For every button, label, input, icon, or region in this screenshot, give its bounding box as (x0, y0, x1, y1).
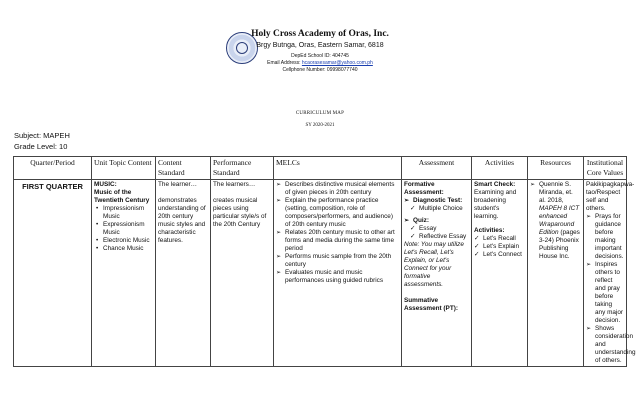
col-header: Activities (472, 157, 528, 180)
list-item: ➢ Shows consideration and understanding of others. (586, 325, 624, 365)
quarter-cell: FIRST QUARTER (14, 180, 92, 367)
list-item: ✓ Let's Connect (474, 251, 525, 259)
list-item: • Electronic Music (94, 237, 153, 245)
list-item: ➢ Inspires others to reflect and pray before taking any major decision. (586, 261, 624, 325)
assessment-note: Note: You may utilize Let's Recall, Let's Explain, or Let's Connect for your formative assessments. (404, 241, 464, 288)
school-name: Holy Cross Academy of Oras, Inc. (251, 29, 389, 39)
col-header: MELCs (274, 157, 402, 180)
col-header: Content Standard (156, 157, 211, 180)
col-header: Resources (528, 157, 584, 180)
document-title: CURRICULUM MAP (295, 111, 345, 116)
performance-standard-cell (211, 180, 274, 367)
list-item: • Expressionism Music (94, 221, 153, 237)
list-item: ➢ Relates 20th century music to other art forms and media during the same time period (276, 229, 399, 253)
performance-standard-body: creates musical pieces using particular style/s of the 20th Century (213, 197, 267, 228)
melcs-cell (274, 180, 402, 367)
list-item: ✓ Essay (410, 225, 469, 233)
content-standard-lead: The learner… (158, 181, 198, 188)
phone-line: Cellphone Number: 09998077740 (282, 67, 358, 73)
list-item: ✓ Let's Explain (474, 243, 525, 251)
assessment-cell (402, 180, 472, 367)
list-item: ➢ Evaluates music and music performances using guided rubrics (276, 269, 399, 285)
content-standard-cell (156, 180, 211, 367)
resource-title: MAPEH 8 ICT enhanced Wraparound Edition (539, 205, 580, 236)
content-standard-body: demonstrates understanding of 20th century music styles and characteristic features. (158, 197, 206, 244)
resource-publisher: Phoenix Publishing House Inc. (539, 237, 579, 260)
col-header: Assessment (402, 157, 472, 180)
school-address: Brgy Butnga, Oras, Eastern Samar, 6818 (256, 42, 384, 49)
list-item: ✓ Let's Recall (474, 235, 525, 243)
performance-standard-lead: The learners… (213, 181, 256, 188)
list-item: ✓ Reflective Essay (410, 233, 469, 241)
list-item: ➢ Performs music sample from the 20th century (276, 253, 399, 269)
unit-subheading: Music of the Twentieth Century (94, 189, 150, 204)
list-item: ➢ Describes distinctive musical elements of given pieces in 20th century (276, 181, 399, 197)
smart-check-text: Examining and broadening student's learning. (474, 189, 517, 220)
resource-author: Quennie S. Miranda, et. al. 2018, (539, 181, 573, 204)
resource-pages: (pages 3-24) (539, 229, 580, 244)
table-header-row (14, 157, 627, 180)
list-item: • Impressionism Music (94, 205, 153, 221)
table-row (14, 180, 627, 367)
col-header: Institutional Core Values (584, 157, 627, 180)
activities-cell (472, 180, 528, 367)
school-year: SY 2020-2021 (305, 123, 335, 128)
email-line: Email Address: hcaorasesamar@yahoo.com.ph (267, 60, 373, 66)
curriculum-table (13, 156, 636, 367)
resource-item (530, 181, 581, 261)
list-item: • Chance Music (94, 245, 153, 253)
core-values-lead: Pakikipagkapwa-tao/Respect self and others. (586, 181, 635, 212)
list-item: ✓ Multiple Choice (410, 205, 469, 213)
quiz-label: ➢ Quiz: (404, 217, 469, 225)
unit-topic-cell (92, 180, 156, 367)
activities-label: Activities: (474, 227, 505, 234)
list-item: ➢ Explain the performance practice (setting, composition, role of composers/performers, and audience) of 20th century music (276, 197, 399, 229)
col-header: Unit Topic Content (92, 157, 156, 180)
resources-cell (528, 180, 584, 367)
subject-label: Subject: MAPEH (14, 131, 70, 140)
formative-label: Formative Assessment: (404, 181, 444, 196)
smart-check-label: Smart Check: (474, 181, 516, 188)
core-values-cell (584, 180, 636, 367)
col-header: Quarter/Period (14, 157, 92, 180)
email-link[interactable]: hcaorasesamar@yahoo.com.ph (301, 60, 373, 66)
grade-label: Grade Level: 10 (14, 142, 68, 151)
summative-label: Summative Assessment (PT): (404, 297, 458, 312)
list-item: ➢ Prays for guidance before making important decisions. (586, 213, 624, 261)
col-header: Performance Standard (211, 157, 274, 180)
diagnostic-label: ➢ Diagnostic Test: (404, 197, 469, 205)
deped-id: DepEd School ID: 404745 (291, 53, 349, 59)
unit-heading: MUSIC: (94, 181, 117, 188)
